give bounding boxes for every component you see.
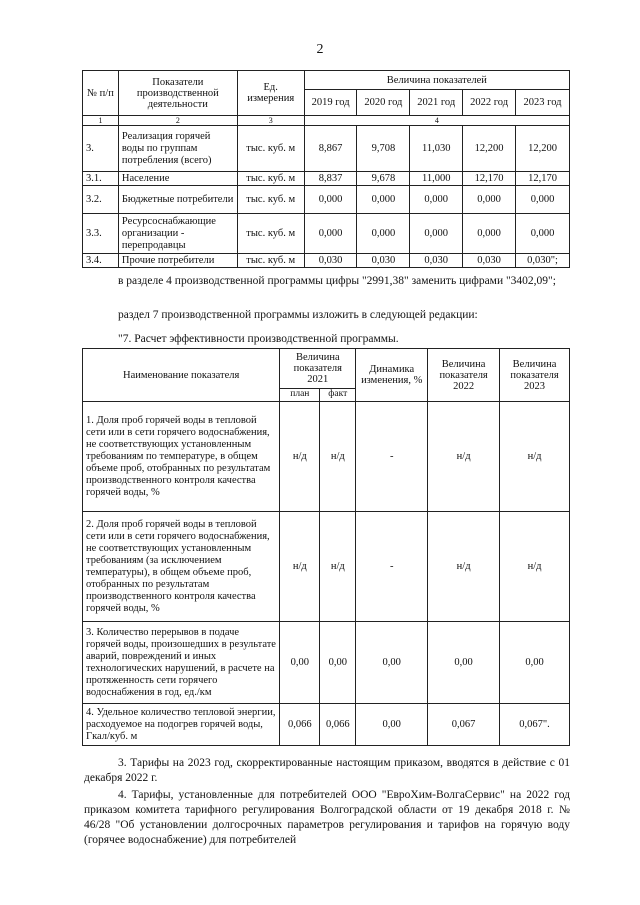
row-value2023: н/д [500,402,570,512]
row-name: 4. Удельное количество тепловой энергии, расходуемое на подогрев горячей воды, Гкал/куб. м [83,704,280,746]
row-value: 12,170 [516,172,570,186]
row-value: 12,170 [463,172,516,186]
row-dynamics: - [356,402,428,512]
row-value2022: 0,067 [428,704,500,746]
table-row [83,172,570,186]
row-value: 0,000 [410,186,463,214]
row-value2022: н/д [428,512,500,622]
row-num: 3.4. [83,254,119,268]
table1-header-row [83,71,570,90]
row-plan: н/д [280,402,320,512]
table-row [83,214,570,254]
row-value: 0,000 [516,214,570,254]
row-value: 8,867 [304,126,357,172]
paragraph-4: 4. Тарифы, установленные для потребителей ООО "ЕвроХим-ВолгаСервис" на 2022 год приказом комитета тарифного регулирования Волгоградской области от 19 декабря 2018 г. № 46/28 "Об установлении долгосрочных параметров регулирования и тарифов на горячую воду (горячее водоснабжение) для потребителей [84,789,570,846]
header-value-group: Величина показателей [304,71,569,90]
row-fact: 0,066 [320,704,356,746]
row-value: 0,000 [463,214,516,254]
row-fact: н/д [320,402,356,512]
row-value: 0,000 [516,186,570,214]
row-plan: н/д [280,512,320,622]
row-value: 0,030 [304,254,357,268]
row-value: 0,000 [304,214,357,254]
production-indicators-table [82,70,570,268]
table-row [83,254,570,268]
header-value2021: Величина показателя 2021 [280,349,356,389]
row-name: 3. Количество перерывов в подаче горячей воды, произошедших в результате аварий, повреждений и иных технологических нарушений, в расчете на протяженность сети горячего водоснабжения в год, ед./км [83,622,280,704]
row-unit: тыс. куб. м [237,186,304,214]
row-value: 0,030 [357,254,410,268]
paragraph-section4-amendment: в разделе 4 производственной программы цифры "2991,38" заменить цифрами "3402,09"; [118,275,556,287]
section7-title: "7. Расчет эффективности производственной программы. [118,333,399,345]
header-fact: факт [320,388,356,401]
index-cell: 2 [118,116,237,126]
row-num: 3. [83,126,119,172]
index-cell: 4 [304,116,569,126]
row-value: 0,030 [410,254,463,268]
table-row [83,402,570,512]
row-value2023: 0,067". [500,704,570,746]
row-value2023: 0,00 [500,622,570,704]
table-row [83,704,570,746]
row-value: 0,000 [357,214,410,254]
row-name: Реализация горячей воды по группам потребления (всего) [118,126,237,172]
row-name: 1. Доля проб горячей воды в тепловой сети или в сети горячего водоснабжения, не соответствующих установленным требованиям по температуре, в общем объеме проб, отобранных по результатам производственного контроля качества горячей воды, % [83,402,280,512]
row-value: 0,000 [463,186,516,214]
header-name: Наименование показателя [83,349,280,402]
table-row [83,512,570,622]
row-value: 0,000 [357,186,410,214]
table-row [83,186,570,214]
row-unit: тыс. куб. м [237,254,304,268]
row-num: 3.3. [83,214,119,254]
row-name: Ресурсоснабжающие организации - перепродавцы [118,214,237,254]
row-value: 0,030 [463,254,516,268]
row-value2023: н/д [500,512,570,622]
table-row [83,622,570,704]
row-value: 11,000 [410,172,463,186]
header-year: 2021 год [410,90,463,116]
row-fact: н/д [320,512,356,622]
header-plan: план [280,388,320,401]
row-plan: 0,00 [280,622,320,704]
row-dynamics: 0,00 [356,622,428,704]
row-value2022: н/д [428,402,500,512]
row-value: 0,000 [304,186,357,214]
row-name: Прочие потребители [118,254,237,268]
row-name: Население [118,172,237,186]
row-value: 11,030 [410,126,463,172]
header-year: 2019 год [304,90,357,116]
table1-index-row [83,116,570,126]
row-num: 3.1. [83,172,119,186]
header-unit: Ед. измерения [237,71,304,116]
row-unit: тыс. куб. м [237,172,304,186]
row-plan: 0,066 [280,704,320,746]
row-unit: тыс. куб. м [237,126,304,172]
row-value: 9,678 [357,172,410,186]
efficiency-table [82,348,570,746]
row-value2022: 0,00 [428,622,500,704]
row-dynamics: 0,00 [356,704,428,746]
row-value: 0,000 [410,214,463,254]
row-dynamics: - [356,512,428,622]
row-name: Бюджетные потребители [118,186,237,214]
index-cell: 1 [83,116,119,126]
row-value: 9,708 [357,126,410,172]
paragraph-3: 3. Тарифы на 2023 год, скорректированные настоящим приказом, вводятся в действие с 01 декабря 2022 г. [84,757,570,784]
header-dynamics: Динамика изменения, % [356,349,428,402]
row-value: 12,200 [516,126,570,172]
page-number: 2 [316,42,324,57]
row-value: 8,837 [304,172,357,186]
row-name: 2. Доля проб горячей воды в тепловой сети или в сети горячего водоснабжения, не соответствующих установленным требованиям (за исключением температуры), в общем объеме проб, отобранных по результатам производственного контроля качества горячей воды, % [83,512,280,622]
row-unit: тыс. куб. м [237,214,304,254]
paragraph-section7-intro: раздел 7 производственной программы изложить в следующей редакции: [118,309,478,321]
header-year: 2023 год [516,90,570,116]
row-fact: 0,00 [320,622,356,704]
header-year: 2022 год [463,90,516,116]
row-num: 3.2. [83,186,119,214]
table-row [83,126,570,172]
table2-header-row [83,349,570,389]
header-num: № п/п [83,71,119,116]
header-value2022: Величина показателя 2022 [428,349,500,402]
row-value: 12,200 [463,126,516,172]
header-year: 2020 год [357,90,410,116]
index-cell: 3 [237,116,304,126]
header-indicator: Показатели производственной деятельности [118,71,237,116]
row-value: 0,030"; [516,254,570,268]
header-value2023: Величина показателя 2023 [500,349,570,402]
